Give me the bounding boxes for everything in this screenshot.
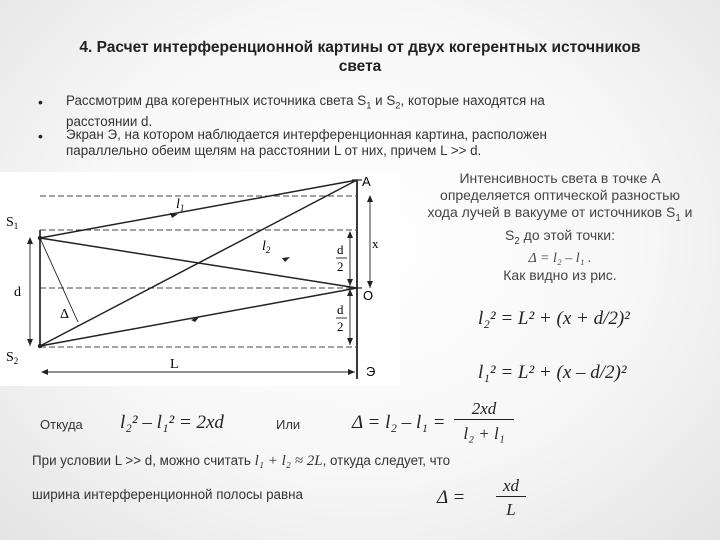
right-line-3-sub: 1 — [675, 212, 681, 224]
delta-perpendicular — [40, 238, 78, 322]
right-line-4 — [400, 227, 720, 250]
bullet-2-line2: параллельно обеим щелям на расстоянии L от них, причем L >> d. — [66, 143, 482, 158]
label-delta: Δ — [60, 307, 70, 322]
ray-arrow-1 — [170, 213, 178, 218]
condition-part-a: При условии L >> d, можно считать — [32, 453, 255, 468]
bullet-1-sub2: 2 — [395, 100, 401, 111]
frac2-denominator: L — [506, 500, 516, 519]
right-line-3 — [400, 204, 720, 227]
frac-num-lower: d — [337, 302, 344, 317]
condition-part-b: , откуда следует, что — [322, 453, 451, 468]
ray-s1-o — [40, 238, 357, 288]
right-line-4-sub: 2 — [514, 235, 520, 247]
label-l2: $l_2$ — [262, 239, 271, 255]
right-line-1: Интенсивность света в точке А — [459, 170, 661, 186]
title-line-2: света — [338, 58, 382, 75]
label-screen-e: Э — [366, 364, 376, 379]
label-s2: $S_2$ — [6, 350, 19, 366]
frac1-denominator: l₂ + l₁ — [463, 424, 505, 443]
bullet-1-text — [66, 93, 686, 130]
diagram-svg — [0, 172, 400, 386]
right-line-6: Как видно из рис. — [503, 266, 617, 283]
formula-l1-squared: l₁² = L² + (x – d/2)² — [478, 362, 627, 383]
condition-formula: l₁ + l₂ ≈ 2L — [254, 453, 323, 469]
right-line-4a: S — [505, 226, 515, 243]
label-L: L — [170, 357, 179, 372]
bullet-1-sub1: 1 — [366, 100, 372, 111]
right-line-3b: и — [680, 204, 693, 220]
bullet-1-part2: и S — [371, 93, 396, 108]
bullet-1-part3: , которые находятся на — [400, 93, 545, 108]
right-line-2: определяется оптической разностью — [440, 187, 680, 203]
right-explanation — [400, 170, 720, 284]
ray-arrow-2 — [282, 257, 290, 262]
frac1-numerator: 2xd — [454, 399, 514, 420]
label-s1: $S_1$ — [6, 215, 19, 231]
formula-difference: l₂² – l₁² = 2xd — [120, 412, 224, 433]
ili-label: Или — [276, 417, 301, 432]
bullet-2-text — [66, 127, 686, 159]
right-line-4b: до этой точки: — [519, 226, 615, 243]
bullet-marker-1: • — [38, 94, 43, 110]
formula-delta2-lhs: Δ = — [437, 487, 466, 508]
bullet-marker-2: • — [38, 128, 43, 144]
condition-line — [32, 453, 450, 470]
source-s2-dot — [38, 344, 42, 348]
formula-delta-lhs: Δ = l₂ – l₁ = — [352, 412, 446, 433]
source-s1-dot — [38, 236, 42, 240]
slide-title — [30, 38, 690, 76]
right-line-3a: хода лучей в вакууме от источников S — [427, 204, 676, 220]
delta-definition: Δ = l₂ – l₁ . — [528, 250, 592, 266]
label-o: O — [363, 288, 374, 303]
frac2-numerator: xd — [496, 476, 526, 497]
frac-den-upper: 2 — [337, 259, 344, 274]
formula-l2-squared: l₂² = L² + (x + d/2)² — [478, 308, 630, 329]
interference-diagram — [0, 172, 400, 386]
width-text: ширина интерференционной полосы равна — [32, 487, 303, 502]
frac-num-upper: d — [337, 242, 344, 257]
otkuda-label: Откуда — [40, 417, 83, 432]
frac-den-lower: 2 — [337, 319, 344, 334]
bullet-1-part1: Рассмотрим два когерентных источника света S — [66, 93, 367, 108]
bullet-1-line2: расстоянии d. — [66, 113, 153, 129]
bullet-2-line1: Экран Э, на котором наблюдается интерференционная картина, расположен — [66, 127, 547, 142]
label-x: x — [372, 236, 379, 251]
label-d: d — [14, 285, 21, 300]
label-a: A — [362, 174, 371, 189]
ray-s1-a — [40, 180, 357, 238]
title-line-1: 4. Расчет интерференционной картины от двух когерентных источников — [79, 39, 641, 56]
label-l1: $l_1$ — [176, 197, 185, 213]
